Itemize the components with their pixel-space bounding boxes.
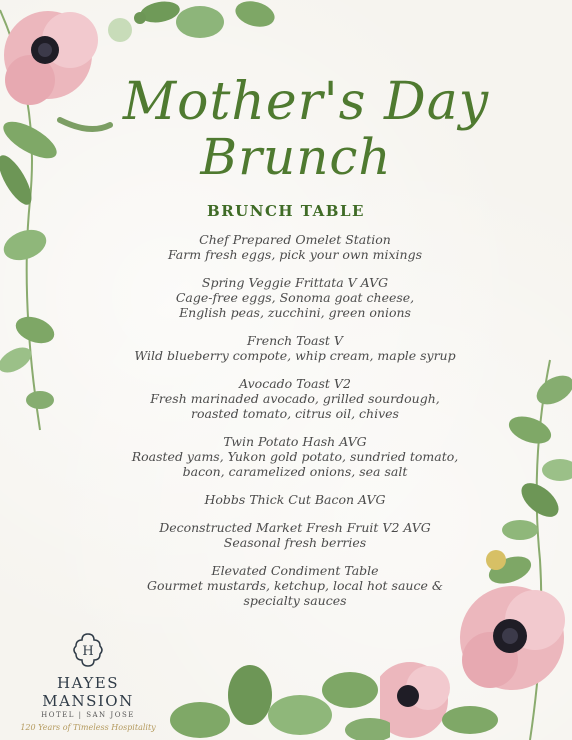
menu-item-description: specialty sauces [243, 593, 347, 608]
menu-item-description: Farm fresh eggs, pick your own mixings [167, 247, 423, 262]
menu-item [110, 232, 480, 262]
menu-item-name: Deconstructed Market Fresh Fruit V2 AVG [159, 520, 431, 535]
menu-item-name: Avocado Toast V2 [239, 376, 351, 391]
menu-list [110, 232, 480, 621]
menu-item-name: Chef Prepared Omelet Station [199, 232, 391, 247]
menu-item-name: Twin Potato Hash AVG [223, 434, 367, 449]
menu-item-description: Roasted yams, Yukon gold potato, sundried tomato, [131, 449, 459, 464]
monogram-letter: H [82, 644, 94, 659]
menu-item-description: roasted tomato, citrus oil, chives [191, 406, 399, 421]
menu-item-description: Wild blueberry compote, whip cream, maple syrup [134, 348, 456, 363]
section-heading: BRUNCH TABLE [207, 202, 365, 220]
hotel-tagline: 120 Years of Timeless Hospitality [20, 723, 156, 732]
menu-item-name: French Toast V [247, 333, 343, 348]
monogram-emblem-icon [70, 632, 106, 668]
menu-item-description: Fresh marinaded avocado, grilled sourdough, [150, 391, 440, 406]
menu-item [110, 333, 480, 363]
menu-item [110, 563, 480, 608]
menu-item-description: bacon, caramelized onions, sea salt [182, 464, 408, 479]
menu-item-description: Seasonal fresh berries [223, 535, 367, 550]
floral-bottom-decoration [170, 660, 390, 740]
menu-item-name: Hobbs Thick Cut Bacon AVG [204, 492, 386, 507]
title-line-1: Mother's Day [122, 72, 490, 132]
title-line-2: Brunch [200, 128, 392, 186]
menu-item [110, 376, 480, 421]
menu-item [110, 520, 480, 550]
hotel-name: HAYES MANSION [42, 674, 134, 710]
hotel-location: HOTEL | SAN JOSE [41, 711, 135, 719]
hotel-logo [18, 632, 158, 732]
menu-item-description: Cage-free eggs, Sonoma goat cheese, [175, 290, 415, 305]
menu-item-name: Elevated Condiment Table [211, 563, 379, 578]
menu-item [110, 434, 480, 479]
menu-item-name: Spring Veggie Frittata V AVG [201, 275, 389, 290]
menu-item-description: Gourmet mustards, ketchup, local hot sauce & [147, 578, 443, 593]
menu-item [110, 492, 480, 507]
menu-item [110, 275, 480, 320]
menu-item-description: English peas, zucchini, green onions [179, 305, 411, 320]
